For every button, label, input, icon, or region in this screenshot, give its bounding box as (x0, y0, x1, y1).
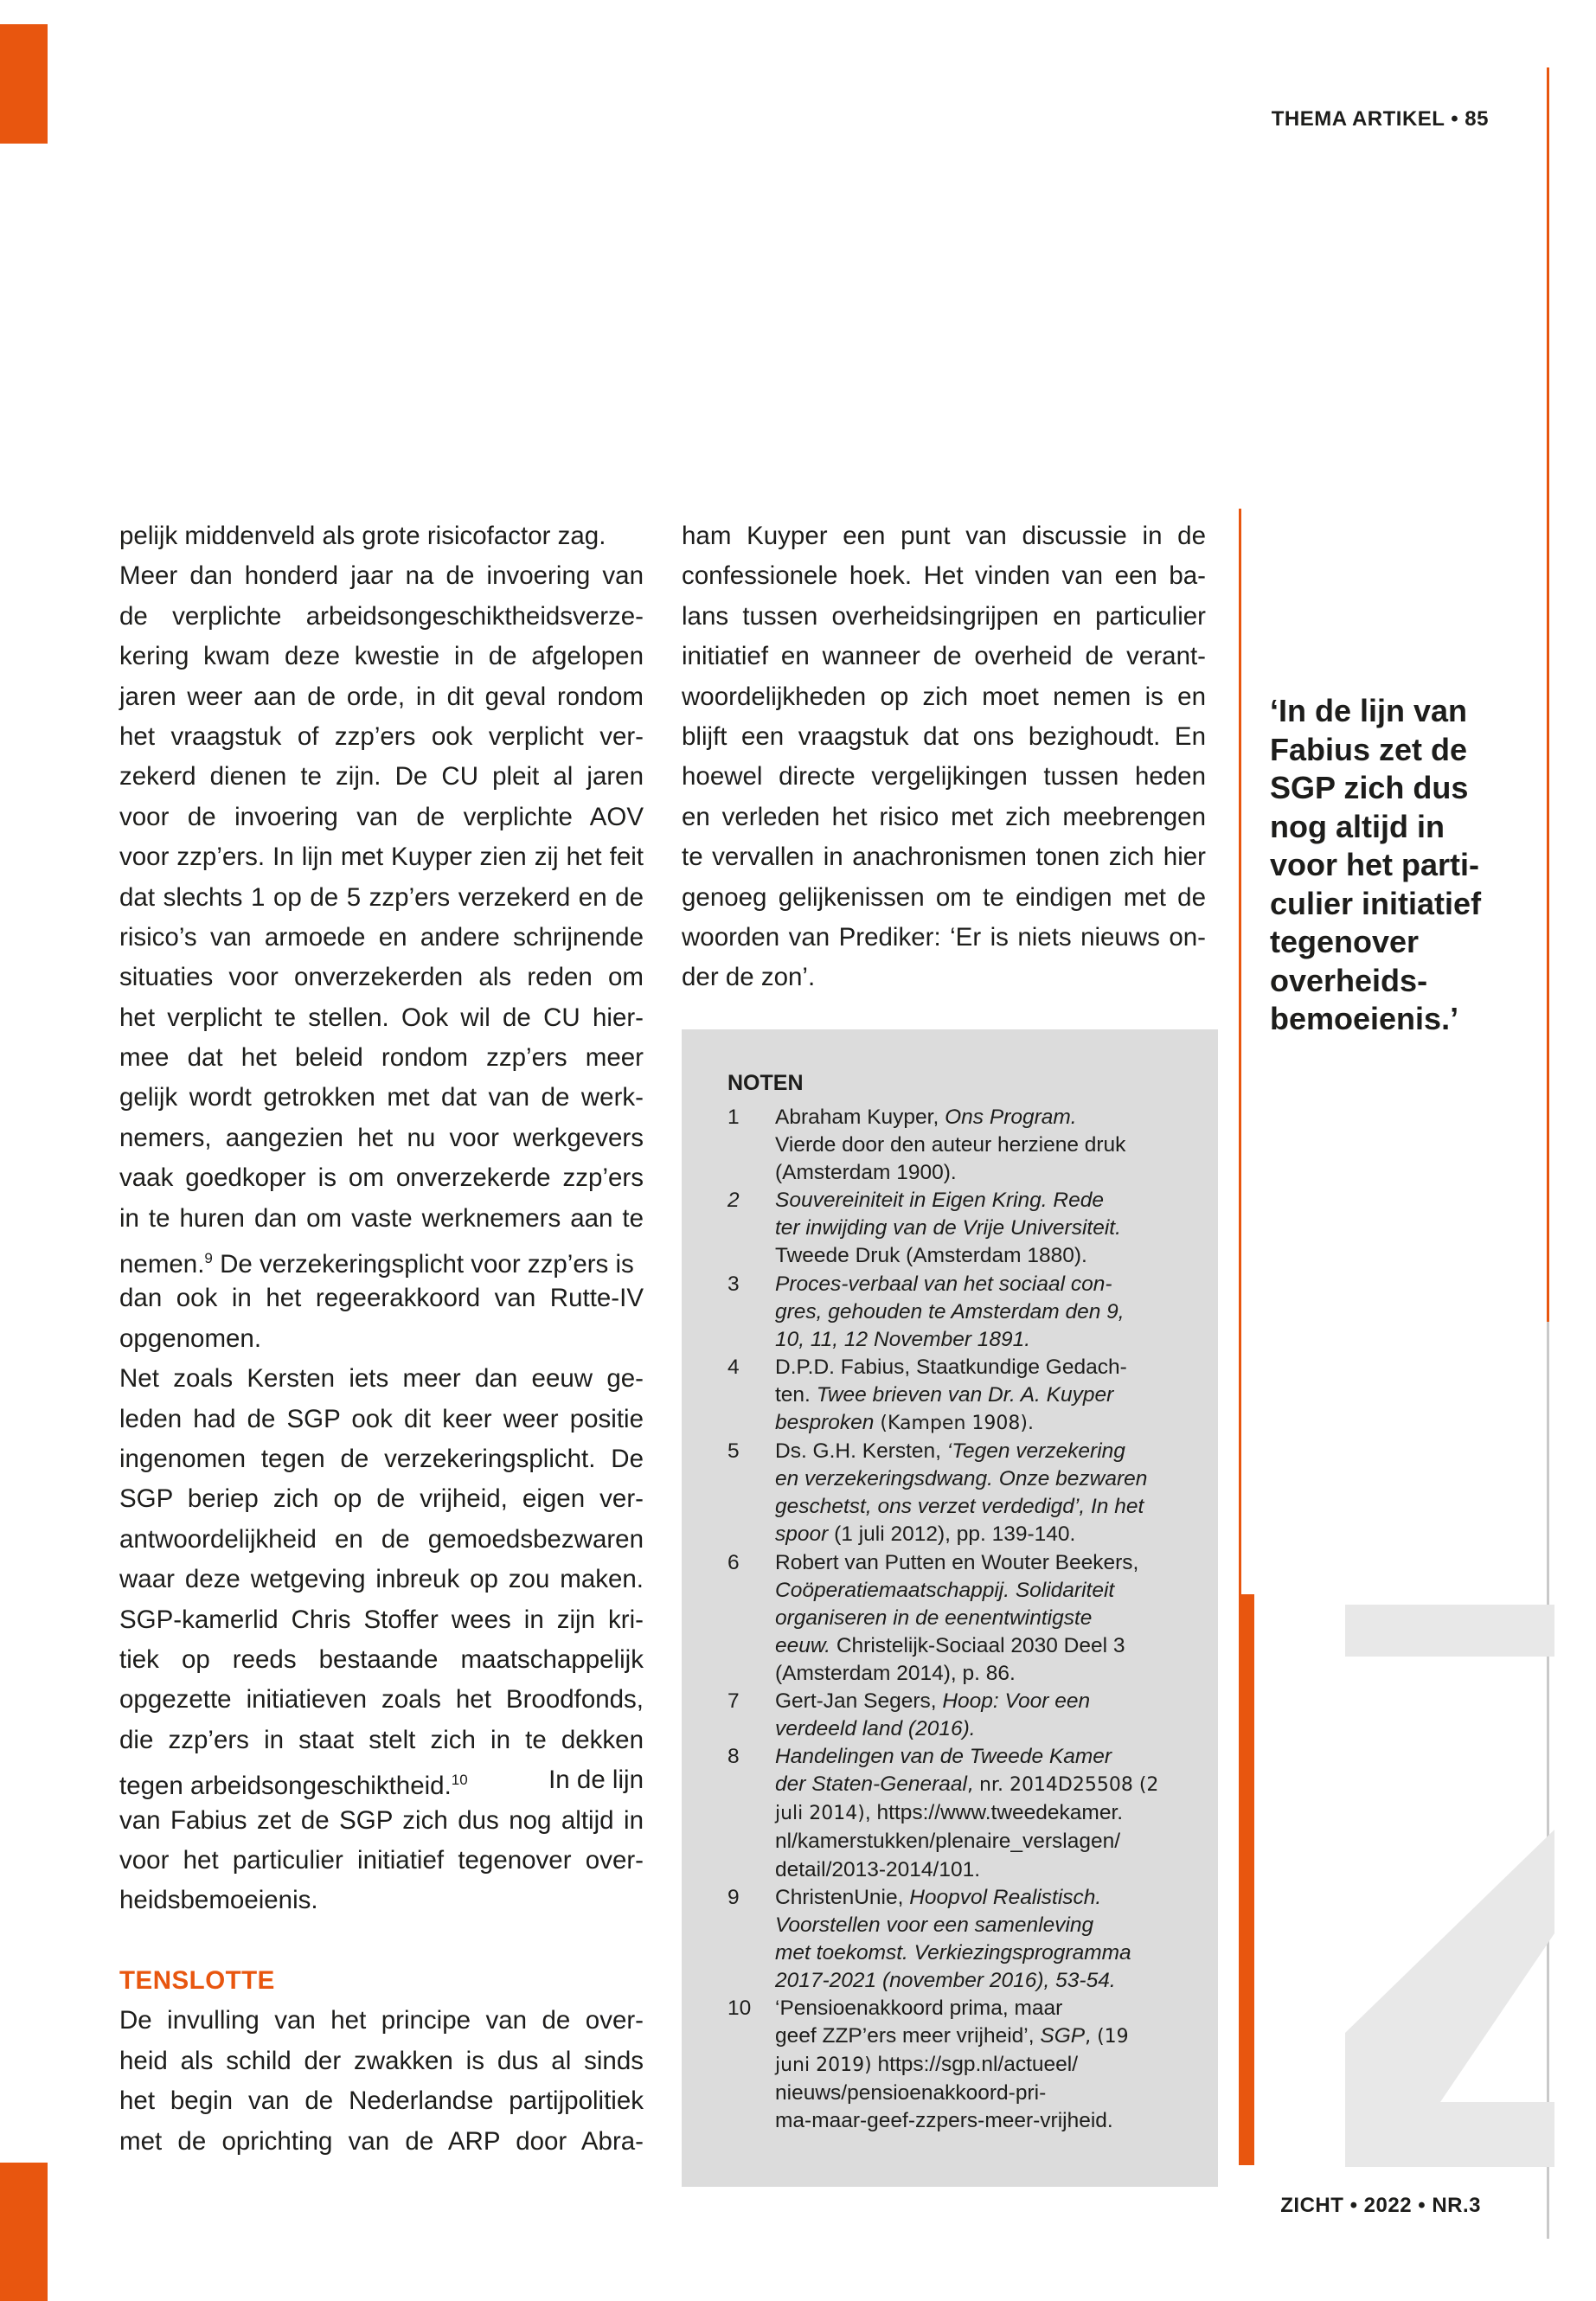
body-line: hoewel directe vergelijkingen tussen heden (682, 762, 1206, 792)
note-number: 3 (727, 1272, 740, 1296)
z-top-bar (1345, 1605, 1554, 1657)
notes-box (682, 1029, 1218, 2187)
note-line (775, 1409, 1212, 1438)
note-text-italic: eeuw. (775, 1633, 831, 1657)
note-number: 5 (727, 1439, 740, 1464)
note-line: organiseren in de eenentwintigste (775, 1606, 1093, 1630)
note-line (775, 2022, 1212, 2051)
note-line: (Amsterdam 1900). (775, 1161, 957, 1185)
body-line: het begin van de Nederlandse partijpolitiek (119, 2086, 644, 2116)
magazine-name: ZICHT (1280, 2194, 1344, 2217)
running-header (1272, 107, 1489, 131)
note-text-italic: Ons Program. (945, 1106, 1077, 1129)
note-item (727, 1743, 1212, 1883)
body-line: heidsbemoeienis. (119, 1886, 318, 1915)
paragraph-gap (119, 1921, 644, 1961)
issue-number: NR.3 (1432, 2194, 1481, 2217)
note-text: juni 2019) (775, 2054, 872, 2077)
note-line: Coöperatiemaatschappij. Solidariteit (775, 1578, 1115, 1602)
note-item (727, 1549, 1212, 1688)
note-reference-10: 10 (451, 1772, 468, 1789)
note-line (775, 1632, 1212, 1660)
note-line (775, 1381, 1212, 1409)
body-line: pelijk middenveld als grote risicofactor zag. (119, 522, 606, 550)
body-line: opgenomen. (119, 1324, 262, 1353)
note-line: Tweede Druk (Amsterdam 1880). (775, 1244, 1087, 1268)
note-text-italic: SGP (1040, 2024, 1086, 2048)
body-text (119, 1760, 468, 1800)
note-number: 8 (727, 1745, 740, 1769)
body-line: en verleden het risico met zich meebrengen (682, 802, 1206, 831)
note-number: 10 (727, 1997, 752, 2020)
note-number-italic: 2 (727, 1189, 740, 1213)
body-line: ingenomen tegen de verzekeringsplicht. De (119, 1444, 644, 1473)
body-line: jaren weer aan de orde, in dit geval rondom (119, 682, 644, 711)
note-item (727, 1104, 1212, 1187)
note-item (727, 1688, 1212, 1743)
note-line (775, 1799, 1212, 1828)
body-line: in te huren dan om vaste werknemers aan te (119, 1203, 644, 1233)
body-line: dat slechts 1 op de 5 zzp’ers verzekerd en de (119, 882, 644, 912)
note-line: nieuws/pensioenakkoord-pri- (775, 2081, 1047, 2106)
body-line: dan ook in het regeerakkoord van Rutte-IV (119, 1284, 644, 1313)
pull-quote-rule-thick (1239, 1594, 1254, 2165)
note-number: 9 (727, 1885, 740, 1909)
body-line-with-note-10 (119, 1760, 644, 1800)
note-number: 1 (727, 1106, 740, 1129)
top-left-accent-bar (0, 24, 48, 144)
note-text: https://sgp.nl/actueel/ (871, 2053, 1079, 2077)
note-text: Gert-Jan Segers, (775, 1689, 943, 1713)
pull-quote-line: Fabius zet de (1270, 731, 1468, 767)
body-line: het vraagstuk of zzp’ers ook verplicht ver- (119, 721, 644, 751)
subheading-tenslotte: TENSLOTTE (119, 1966, 275, 1996)
notes-title: NOTEN (727, 1071, 804, 1095)
body-line: lans tussen overheidsingrijpen en particulier (682, 601, 1206, 631)
body-line: initiatief en wanneer de overheid de verant- (682, 642, 1206, 671)
body-line: voor zzp’ers. In lijn met Kuyper zien zij het feit (119, 843, 644, 872)
note-number: 4 (727, 1355, 740, 1379)
note-item (727, 1187, 1212, 1270)
note-item (727, 1884, 1212, 1995)
body-text: De verzekeringsplicht voor zzp’ers is (212, 1249, 634, 1279)
note-line: Souvereiniteit in Eigen Kring. Rede (775, 1189, 1104, 1213)
body-line: woorden van Prediker: ‘Er is niets nieuws on- (682, 922, 1206, 952)
note-line (775, 2051, 1212, 2080)
body-line: te vervallen in anachronismen tonen zich hier (682, 843, 1206, 872)
note-item (727, 1354, 1212, 1438)
pull-quote-line: culier initiatief (1270, 885, 1482, 921)
note-number: 7 (727, 1689, 740, 1713)
note-text-italic: der Staten-Generaal (775, 1772, 967, 1797)
pull-quote (1270, 692, 1521, 1039)
note-text: , nr. 2014D25508 (2 (967, 1774, 1159, 1797)
note-item (727, 1995, 1212, 2135)
note-text: Abraham Kuyper, (775, 1106, 945, 1129)
note-line (775, 1438, 1212, 1465)
note-item (727, 1271, 1212, 1354)
body-line: heid als schild der zwakken is dus al sinds (119, 2046, 644, 2075)
z-diagonal (1345, 1830, 1554, 2102)
note-line: Robert van Putten en Wouter Beekers, (775, 1550, 1139, 1574)
notes-list (727, 1104, 1212, 2135)
body-line: voor de invoering van de verplichte AOV (119, 802, 644, 831)
note-number: 6 (727, 1550, 740, 1574)
note-line: verdeeld land (2016). (775, 1717, 976, 1741)
note-line: D.P.D. Fabius, Staatkundige Gedach- (775, 1355, 1127, 1379)
note-text-italic: spoor (775, 1522, 829, 1547)
note-line (775, 1688, 1212, 1715)
pull-quote-rule-thin (1239, 509, 1241, 1594)
body-line: waar deze wetgeving inbreuk op zou maken. (119, 1565, 644, 1594)
header-separator: • (1451, 107, 1459, 131)
note-text: Christelijk-Sociaal 2030 Deel 3 (830, 1633, 1125, 1657)
note-line: Proces-verbaal van het sociaal con- (775, 1272, 1112, 1296)
body-line-with-note-9 (119, 1239, 644, 1279)
body-line: de verplichte arbeidsongeschiktheidsverze- (119, 601, 644, 631)
note-text: geef ZZP’ers meer vrijheid’, (775, 2024, 1041, 2048)
note-text-italic: Twee brieven van Dr. A. Kuyper (816, 1382, 1114, 1407)
body-line: die zzp’ers in staat stelt zich in te dekken (119, 1725, 644, 1754)
pull-quote-line: ‘In de lijn van (1270, 693, 1468, 728)
note-number (727, 1187, 740, 1215)
body-line: SGP-kamerlid Chris Stoffer wees in zijn kri- (119, 1605, 644, 1634)
note-line (775, 1521, 1212, 1548)
issue-year: 2022 (1363, 2194, 1413, 2217)
body-line: Meer dan honderd jaar na de invoering van (119, 561, 644, 591)
body-line: leden had de SGP ook dit keer weer positie (119, 1404, 644, 1433)
body-line: Net zoals Kersten iets meer dan eeuw ge- (119, 1364, 644, 1394)
body-line: opgezette initiatieven zoals het Broodfonds, (119, 1685, 644, 1715)
note-line: nl/kamerstukken/plenaire_verslagen/ (775, 1830, 1121, 1854)
note-line (775, 1104, 1212, 1131)
right-margin-rule-top (1547, 67, 1549, 1322)
body-line: genoeg gelijkenissen om te eindigen met de (682, 882, 1206, 912)
body-line: met de oprichting van de ARP door Abra- (119, 2126, 644, 2156)
note-text: ten. (775, 1382, 817, 1407)
body-line: ham Kuyper een punt van discussie in de (682, 522, 1206, 550)
pull-quote-line: tegenover (1270, 924, 1420, 959)
note-text: (Kampen 1908). (874, 1413, 1034, 1435)
note-line: ma-maar-geef-zzpers-meer-vrijheid. (775, 2109, 1113, 2133)
page-number: 85 (1465, 107, 1489, 131)
body-line: blijft een vraagstuk dat ons bezighoudt. En (682, 721, 1206, 751)
note-line: Handelingen van de Tweede Kamer (775, 1745, 1112, 1769)
note-line (775, 1884, 1212, 1912)
body-line: SGP beriep zich op de vrijheid, eigen ver- (119, 1484, 644, 1514)
note-line: ter inwijding van de Vrije Universiteit. (775, 1216, 1121, 1240)
note-line: Voorstellen voor een samenleving (775, 1913, 1094, 1937)
body-line: risico’s van armoede en andere schrijnende (119, 922, 644, 952)
body-line: tiek op reeds bestaande maatschappelijk (119, 1644, 644, 1674)
note-text-italic: ‘Tegen verzekering (946, 1439, 1125, 1464)
note-line: ‘Pensioenakkoord prima, maar (775, 1997, 1063, 2020)
note-line: 2017-2021 (november 2016), 53-54. (775, 1968, 1116, 1992)
note-line: en verzekeringsdwang. Onze bezwaren (775, 1467, 1148, 1491)
bottom-left-accent-bar (0, 2163, 48, 2301)
body-line: De invulling van het principe van de over- (119, 2006, 644, 2035)
footer-separator: • (1418, 2194, 1426, 2217)
body-line: nemers, aangezien het nu voor werkgevers (119, 1123, 644, 1152)
body-line: vaak goedkoper is om onverzekerde zzp’ers (119, 1163, 644, 1193)
body-line: antwoordelijkheid en de gemoedsbezwaren (119, 1524, 644, 1554)
note-line (775, 1771, 1212, 1799)
note-text-italic: besproken (775, 1411, 875, 1435)
body-text: nemen. (119, 1249, 205, 1279)
body-text-part: tegen arbeidsongeschiktheid. (119, 1771, 452, 1800)
body-line: situaties voor onverzekerden als reden om (119, 963, 644, 992)
note-text: ChristenUnie, (775, 1885, 910, 1909)
note-line: met toekomst. Verkiezingsprogramma (775, 1940, 1131, 1965)
note-item (727, 1438, 1212, 1548)
note-line: 10, 11, 12 November 1891. (775, 1327, 1031, 1351)
note-reference-9: 9 (204, 1250, 213, 1267)
footer-separator: • (1349, 2194, 1358, 2217)
body-text: In de lijn (548, 1766, 644, 1795)
pull-quote-line: nog altijd in (1270, 808, 1445, 844)
pull-quote-line: overheids- (1270, 962, 1428, 998)
note-text-italic: Hoopvol Realistisch. (909, 1885, 1102, 1909)
body-column-left (119, 516, 644, 2162)
body-line: confessionele hoek. Het vinden van een ba- (682, 561, 1206, 591)
note-line: geschetst, ons verzet verdedigd’, In het (775, 1495, 1144, 1519)
note-line: Vierde door den auteur herziene druk (775, 1133, 1126, 1157)
body-line: kering kwam deze kwestie in de afgelopen (119, 642, 644, 671)
body-line: zekerd dienen te zijn. De CU pleit al jaren (119, 762, 644, 792)
body-line: mee dat het beleid rondom zzp’ers meer (119, 1043, 644, 1073)
note-line: gres, gehouden te Amsterdam den 9, (775, 1299, 1125, 1324)
body-line: woordelijkheden op zich moet nemen is en (682, 682, 1206, 711)
note-text: juli 2014) (775, 1803, 865, 1825)
note-line: detail/2013-2014/101. (775, 1857, 981, 1881)
note-text: , https://www.tweedekamer. (864, 1801, 1124, 1825)
section-label: THEMA ARTIKEL (1271, 107, 1445, 131)
note-text-italic: Hoop: Voor een (942, 1689, 1091, 1713)
decorative-z-shape (1345, 1605, 1554, 2167)
pull-quote-line: SGP zich dus (1270, 770, 1469, 805)
running-footer (1280, 2194, 1481, 2218)
note-text: , (19 (1085, 2026, 1129, 2048)
body-line: van Fabius zet de SGP zich dus nog altijd in (119, 1805, 644, 1835)
body-line: gelijk wordt getrokken met dat van de werk- (119, 1083, 644, 1112)
body-line: het verplicht te stellen. Ook wil de CU hier- (119, 1003, 644, 1032)
note-line: (Amsterdam 2014), p. 86. (775, 1661, 1016, 1685)
pull-quote-line: voor het parti- (1270, 847, 1480, 882)
pull-quote-line: bemoeienis.’ (1270, 1001, 1459, 1036)
body-line: voor het particulier initiatief tegenover over- (119, 1845, 644, 1875)
body-line: der de zon’. (682, 963, 816, 992)
note-text: (1 juli 2012), pp. 139-140. (828, 1522, 1076, 1547)
note-text: Ds. G.H. Kersten, (775, 1439, 947, 1464)
body-column-middle (682, 516, 1206, 998)
z-bottom-bar (1345, 2102, 1554, 2167)
